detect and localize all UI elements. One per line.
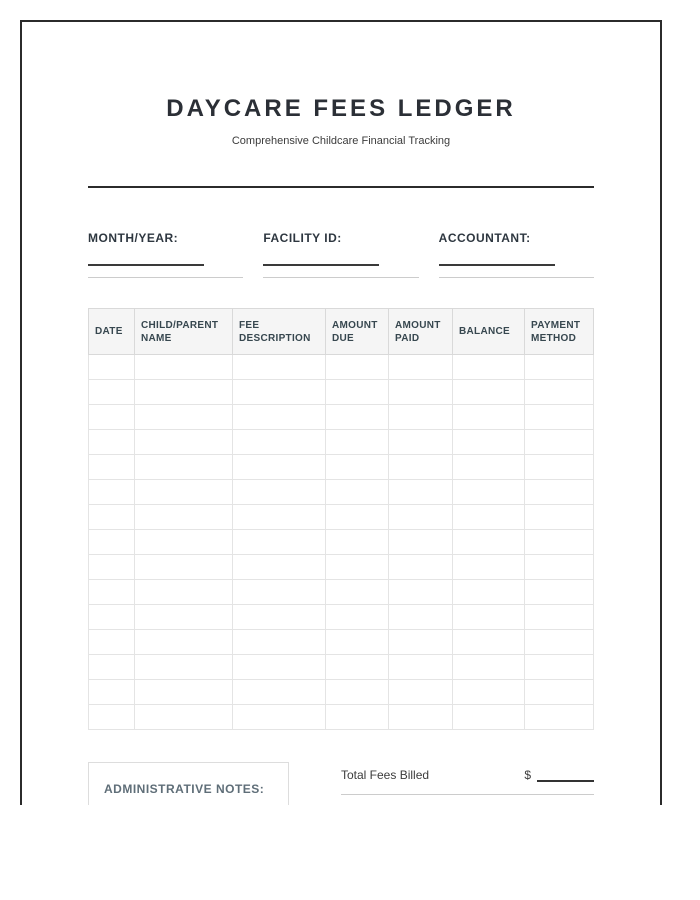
empty-cell <box>89 705 135 730</box>
empty-cell <box>525 480 594 505</box>
total-row <box>341 768 594 795</box>
empty-cell <box>233 505 326 530</box>
empty-cell <box>453 505 525 530</box>
empty-cell <box>453 405 525 430</box>
fields-row <box>88 231 594 278</box>
table-row <box>89 355 594 380</box>
empty-cell <box>389 680 453 705</box>
field-label: ACCOUNTANT: <box>438 231 531 245</box>
empty-cell <box>326 655 389 680</box>
empty-cell <box>453 555 525 580</box>
empty-cell <box>326 530 389 555</box>
empty-cell <box>389 455 453 480</box>
empty-cell <box>89 480 135 505</box>
empty-cell <box>525 705 594 730</box>
table-header-cell: PAYMENT METHOD <box>525 309 594 355</box>
empty-cell <box>525 555 594 580</box>
empty-cell <box>135 405 233 430</box>
empty-cell <box>525 680 594 705</box>
total-label: Total Fees Billed <box>341 768 430 782</box>
empty-cell <box>525 630 594 655</box>
empty-cell <box>89 605 135 630</box>
empty-cell <box>453 630 525 655</box>
table-row <box>89 605 594 630</box>
empty-cell <box>453 355 525 380</box>
table-row <box>89 705 594 730</box>
table-row <box>89 380 594 405</box>
empty-cell <box>525 655 594 680</box>
empty-cell <box>135 480 233 505</box>
empty-cell <box>233 580 326 605</box>
empty-cell <box>525 530 594 555</box>
table-row <box>89 630 594 655</box>
admin-notes-label: ADMINISTRATIVE NOTES: <box>104 782 265 796</box>
empty-cell <box>135 580 233 605</box>
empty-cell <box>135 705 233 730</box>
empty-cell <box>389 580 453 605</box>
empty-cell <box>89 530 135 555</box>
table-row <box>89 680 594 705</box>
empty-cell <box>326 455 389 480</box>
empty-cell <box>326 580 389 605</box>
page-content <box>22 22 660 805</box>
empty-cell <box>326 380 389 405</box>
page-frame <box>20 20 662 805</box>
empty-cell <box>135 680 233 705</box>
empty-cell <box>233 430 326 455</box>
empty-cell <box>89 505 135 530</box>
empty-cell <box>233 680 326 705</box>
empty-cell <box>135 605 233 630</box>
field-writing-line <box>263 245 379 266</box>
empty-cell <box>326 505 389 530</box>
empty-cell <box>453 380 525 405</box>
field-writing-line <box>88 245 204 266</box>
empty-cell <box>389 430 453 455</box>
empty-cell <box>326 480 389 505</box>
empty-cell <box>525 505 594 530</box>
empty-cell <box>89 680 135 705</box>
empty-cell <box>453 430 525 455</box>
empty-cell <box>135 530 233 555</box>
amount-writing-line <box>537 769 594 782</box>
empty-cell <box>453 480 525 505</box>
empty-cell <box>326 405 389 430</box>
empty-cell <box>89 655 135 680</box>
empty-cell <box>233 605 326 630</box>
empty-cell <box>326 705 389 730</box>
empty-cell <box>389 355 453 380</box>
empty-cell <box>135 505 233 530</box>
empty-cell <box>389 555 453 580</box>
empty-cell <box>135 355 233 380</box>
empty-cell <box>326 605 389 630</box>
empty-cell <box>453 530 525 555</box>
table-header-cell: CHILD/PARENT NAME <box>135 309 233 355</box>
empty-cell <box>453 455 525 480</box>
empty-cell <box>135 455 233 480</box>
table-row <box>89 505 594 530</box>
empty-cell <box>89 630 135 655</box>
empty-cell <box>453 605 525 630</box>
table-header-row <box>89 309 594 355</box>
empty-cell <box>89 380 135 405</box>
empty-cell <box>233 705 326 730</box>
field-group <box>88 231 243 278</box>
empty-cell <box>326 430 389 455</box>
totals-list <box>341 768 594 795</box>
empty-cell <box>233 405 326 430</box>
currency-symbol: $ <box>524 768 531 782</box>
empty-cell <box>389 705 453 730</box>
empty-cell <box>89 555 135 580</box>
empty-cell <box>525 605 594 630</box>
empty-cell <box>233 480 326 505</box>
empty-cell <box>525 430 594 455</box>
table-header-cell: FEE DESCRIPTION <box>233 309 326 355</box>
admin-notes-box <box>88 762 289 805</box>
empty-cell <box>233 355 326 380</box>
table-row <box>89 655 594 680</box>
empty-cell <box>233 380 326 405</box>
empty-cell <box>453 705 525 730</box>
empty-cell <box>389 630 453 655</box>
empty-cell <box>453 580 525 605</box>
field-writing-line <box>439 245 555 266</box>
ledger-table-body <box>89 355 594 730</box>
empty-cell <box>233 455 326 480</box>
empty-cell <box>389 380 453 405</box>
empty-cell <box>89 455 135 480</box>
empty-cell <box>326 680 389 705</box>
empty-cell <box>233 630 326 655</box>
table-header-cell: BALANCE <box>453 309 525 355</box>
empty-cell <box>135 630 233 655</box>
empty-cell <box>525 455 594 480</box>
ledger-table <box>88 308 594 730</box>
table-row <box>89 430 594 455</box>
empty-cell <box>326 355 389 380</box>
field-label: MONTH/YEAR: <box>88 231 179 245</box>
empty-cell <box>135 655 233 680</box>
empty-cell <box>89 355 135 380</box>
table-header-cell: AMOUNT DUE <box>326 309 389 355</box>
divider-rule <box>88 186 594 188</box>
empty-cell <box>135 555 233 580</box>
page-title: DAYCARE FEES LEDGER <box>166 95 516 122</box>
empty-cell <box>389 505 453 530</box>
table-row <box>89 580 594 605</box>
table-row <box>89 455 594 480</box>
table-header-cell: DATE <box>89 309 135 355</box>
footer-section <box>88 762 594 805</box>
field-group <box>439 231 594 278</box>
empty-cell <box>525 355 594 380</box>
empty-cell <box>389 530 453 555</box>
empty-cell <box>525 405 594 430</box>
empty-cell <box>233 555 326 580</box>
empty-cell <box>389 605 453 630</box>
empty-cell <box>326 630 389 655</box>
table-row <box>89 405 594 430</box>
empty-cell <box>389 655 453 680</box>
empty-cell <box>233 655 326 680</box>
empty-cell <box>89 580 135 605</box>
empty-cell <box>135 380 233 405</box>
empty-cell <box>525 580 594 605</box>
table-row <box>89 530 594 555</box>
empty-cell <box>135 430 233 455</box>
empty-cell <box>233 530 326 555</box>
total-amount <box>524 768 594 782</box>
empty-cell <box>525 380 594 405</box>
table-header-cell: AMOUNT PAID <box>389 309 453 355</box>
empty-cell <box>453 680 525 705</box>
empty-cell <box>326 555 389 580</box>
table-row <box>89 480 594 505</box>
empty-cell <box>389 405 453 430</box>
empty-cell <box>453 655 525 680</box>
field-group <box>263 231 418 278</box>
empty-cell <box>389 480 453 505</box>
empty-cell <box>89 430 135 455</box>
table-row <box>89 555 594 580</box>
empty-cell <box>89 405 135 430</box>
field-label: FACILITY ID: <box>263 231 342 245</box>
page-subtitle: Comprehensive Childcare Financial Tracking <box>231 135 451 147</box>
